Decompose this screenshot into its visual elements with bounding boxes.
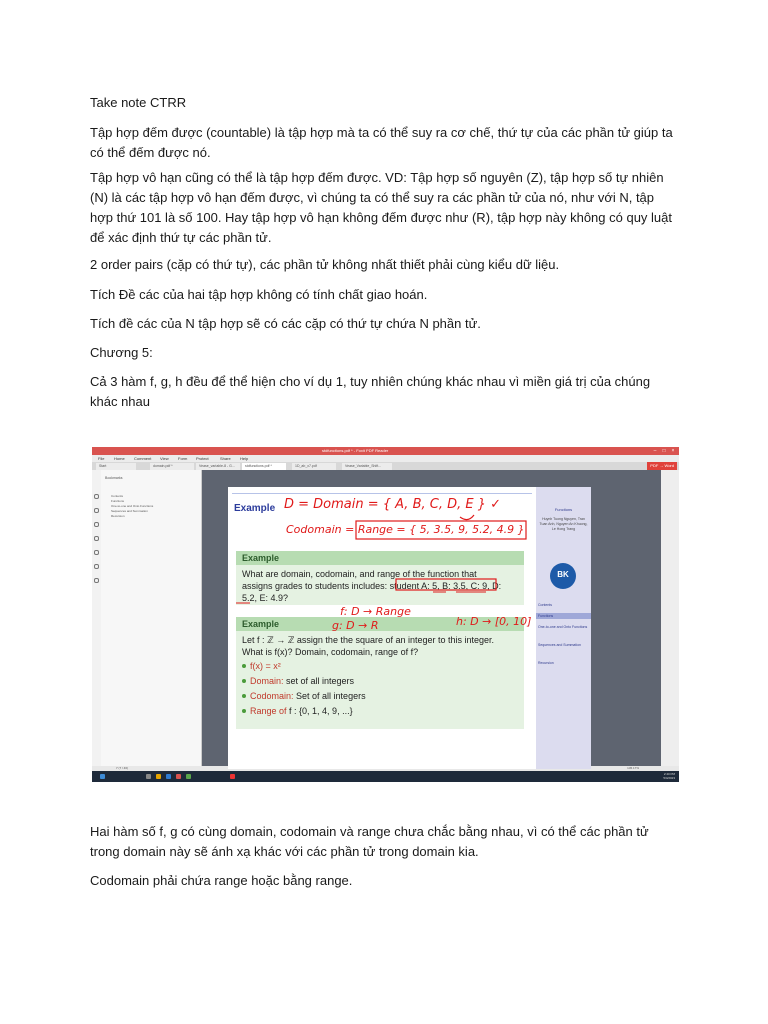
handwriting-f: f: D → Range	[340, 605, 411, 618]
block-line: 5.2, E: 4.9?	[242, 593, 289, 603]
reader-menubar	[92, 455, 679, 462]
bookmark-icon[interactable]	[94, 494, 99, 499]
handwriting-codomain: Codomain = Range = { 5, 3.5, 9, 5.2, 4.9 }	[286, 523, 525, 536]
windows-start-icon[interactable]	[100, 774, 105, 779]
menu-file[interactable]: File	[98, 456, 105, 461]
block-line: Let f : ℤ → ℤ assign the the square of an integer to this integer.	[242, 635, 495, 645]
app-icon[interactable]	[186, 774, 191, 779]
menu-share[interactable]: Share	[220, 456, 231, 461]
bullet-item: f(x) = x²	[250, 661, 281, 671]
search-icon[interactable]	[146, 774, 151, 779]
block-title: Example	[242, 553, 280, 563]
clock-time: 2:40 PM	[663, 772, 675, 776]
foxit-reader-icon[interactable]	[176, 774, 181, 779]
zoom-level[interactable]: 145.17%	[627, 766, 639, 770]
attachment-icon[interactable]	[94, 550, 99, 555]
panel-nav-item[interactable]: Functions	[538, 614, 554, 618]
bk-logo: BK	[550, 563, 576, 589]
reader-tabbar	[92, 462, 679, 470]
menu-protect[interactable]: Protect	[196, 456, 209, 461]
comment-icon[interactable]	[94, 522, 99, 527]
ink-underlines	[236, 592, 486, 603]
clock-date: 5/4/2023	[663, 776, 675, 780]
page-indicator[interactable]: 7 (7 / 46)	[116, 766, 129, 770]
panel-authors: Huynh Tuong Nguyen, Tran Tuan Anh, Nguyen An Khuong, Le Hong Trang	[539, 517, 588, 531]
block-title: Example	[242, 619, 280, 629]
paragraph-order-pairs: 2 order pairs (cặp có thứ tự), các phần tử không nhất thiết phải cùng kiểu dữ liệu.	[90, 257, 560, 272]
slide-frame-title: Example	[234, 503, 276, 514]
paragraph-functions-fgh: Cả 3 hàm f, g, h đều để thể hiện cho ví dụ 1, tuy nhiên chúng khác nhau vì miền giá trị của chúng khác nhau	[90, 374, 651, 409]
bookmark-item[interactable]: Functions	[111, 499, 125, 503]
tab-vease-shift[interactable]: Vease_Variable_Shift...	[342, 463, 392, 470]
ink-checkmark	[460, 515, 474, 520]
ink-annotations	[228, 487, 591, 769]
browser-icon[interactable]	[166, 774, 171, 779]
block-line: What are domain, codomain, and range of the function that	[242, 569, 477, 579]
paragraph-cartesian-n-sets: Tích đề các của N tập hợp sẽ có các cặp có thứ tự chứa N phần tử.	[90, 316, 481, 331]
close-icon[interactable]: ×	[671, 448, 675, 454]
bookmark-item[interactable]: Sequences and Summation	[111, 509, 148, 513]
paragraph-codomain-range: Codomain phải chứa range hoặc bằng range.	[90, 873, 353, 888]
panel-nav-item[interactable]: One-to-one and Onto Functions	[538, 625, 588, 629]
search-icon[interactable]	[94, 564, 99, 569]
maximize-icon[interactable]: □	[662, 448, 666, 454]
menu-home[interactable]: Home	[114, 456, 125, 461]
pdf-to-word-button[interactable]: PDF → Word	[647, 462, 677, 470]
menu-form[interactable]: Form	[178, 456, 188, 461]
handwriting-h: h: D → [0, 10]	[456, 615, 532, 628]
bullet-item: Codomain: Set of all integers	[250, 691, 366, 701]
panel-nav-item[interactable]: Contents	[538, 603, 553, 607]
reader-window-title: stdfunctions.pdf * - Foxit PDF Reader	[322, 448, 389, 453]
bookmarks-panel	[101, 470, 202, 766]
panel-title: Functions	[554, 507, 573, 512]
tab-stdfunctions[interactable]: stdfunctions.pdf *	[242, 463, 286, 470]
pages-icon[interactable]	[94, 508, 99, 513]
tab-vease-variable[interactable]: Vease_variable-8 - G...	[196, 463, 240, 470]
tab-start[interactable]: Start	[96, 463, 136, 470]
paragraph-infinite-sets: Tập hợp vô hạn cũng có thể là tập hợp đếm được. VD: Tập hợp số nguyên (Z), tập hợp số tự nhiên (N) là các tập hợp vô hạn đếm được, vì chúng ta có thể suy ra các phần tử của nó, như với N, tập hợp thứ 101 là số 100. Hay tập hợp vô hạn không đếm được như (R), tập hợp này không có quy luật để xác định thứ tự các phần tử.	[90, 170, 672, 245]
ink-box-student	[396, 579, 496, 590]
minimize-icon[interactable]: –	[653, 448, 657, 454]
pdf-slide	[228, 487, 591, 769]
bookmark-item[interactable]: Recursion	[111, 514, 125, 518]
app-icon[interactable]	[230, 774, 235, 779]
taskbar-clock	[663, 772, 675, 780]
menu-comment[interactable]: Comment	[134, 456, 152, 461]
paragraph-same-domain: Hai hàm số f, g có cùng domain, codomain và range chưa chắc bằng nhau, vì có thể các phần tử trong domain này sẽ ánh xạ khác với các phần tử trong domain kia.	[90, 824, 649, 859]
block-line: assigns grades to students includes: student A: 5, B: 3.5, C: 9, D:	[242, 581, 502, 591]
tab-1d-ab[interactable]: 1D_ab_x7.pdf	[292, 463, 336, 470]
layers-icon[interactable]	[94, 536, 99, 541]
bookmarks-title: Bookmarks	[105, 476, 123, 480]
paragraph-cartesian-noncommutative: Tích Đề các của hai tập hợp không có tính chất giao hoán.	[90, 287, 428, 302]
tab-domain[interactable]: domain.pdf *	[150, 463, 194, 470]
block-line: What is f(x)? Domain, codomain, range of f?	[242, 647, 419, 657]
os-taskbar	[92, 771, 679, 782]
bullet-item: Domain: set of all integers	[250, 676, 355, 686]
doc-title: Take note CTRR	[90, 95, 187, 110]
reader-titlebar	[92, 447, 679, 455]
handwriting-g: g: D → R	[332, 619, 379, 632]
reader-right-rail	[661, 470, 679, 766]
chapter-heading: Chương 5:	[90, 345, 153, 360]
panel-nav-item[interactable]: Recursion	[538, 661, 554, 665]
menu-help[interactable]: Help	[240, 456, 249, 461]
bookmark-item[interactable]: One-to-one and Onto Functions	[111, 504, 154, 508]
file-explorer-icon[interactable]	[156, 774, 161, 779]
panel-nav-item[interactable]: Sequences and Summation	[538, 643, 581, 647]
signature-icon[interactable]	[94, 578, 99, 583]
handwriting-domain: D = Domain = { A, B, C, D, E } ✓	[284, 497, 502, 512]
paragraph-countable: Tập hợp đếm được (countable) là tập hợp mà ta có thể suy ra cơ chế, thứ tự của các phần tử giúp ta có thể đếm được nó.	[90, 125, 673, 160]
bookmark-item[interactable]: Contents	[111, 494, 124, 498]
reader-left-rail	[92, 470, 101, 766]
menu-view[interactable]: View	[160, 456, 169, 461]
ink-box-range	[356, 521, 526, 539]
bullet-item: Range of f : {0, 1, 4, 9, ...}	[250, 706, 353, 716]
